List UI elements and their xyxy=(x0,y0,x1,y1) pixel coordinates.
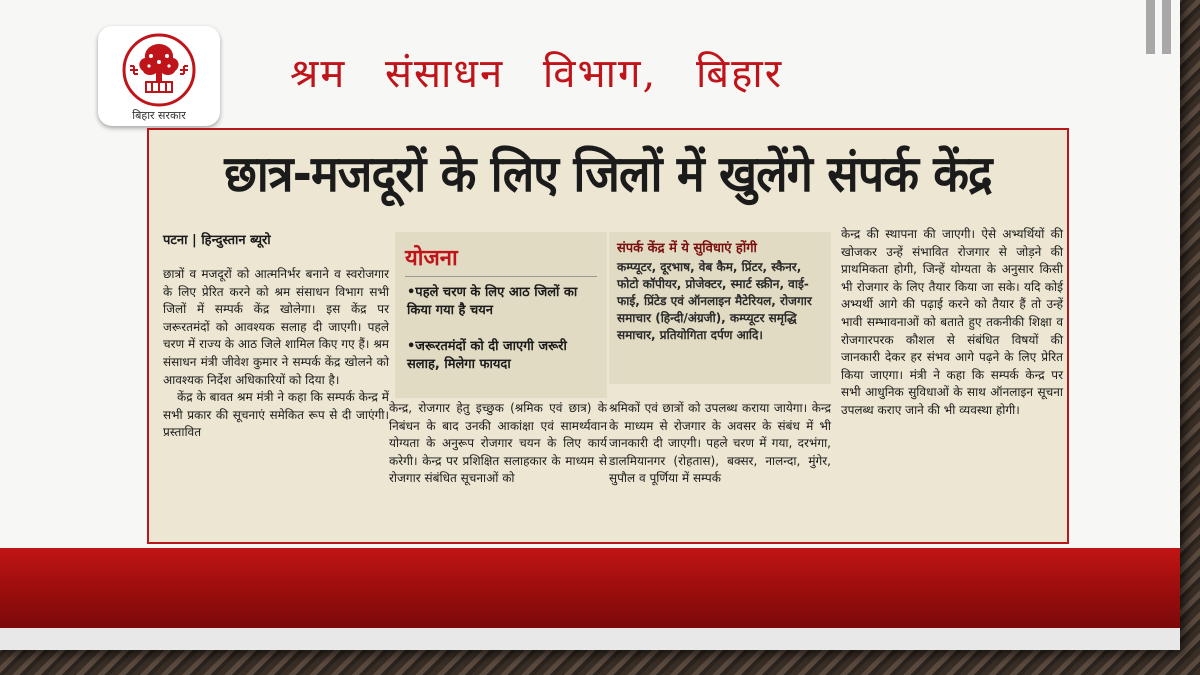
divider xyxy=(405,276,597,277)
article-dateline: पटना | हिन्दुस्तान ब्यूरो xyxy=(163,233,271,248)
article-paragraph: केन्द्र की स्थापना की जाएगी। ऐसे अभ्यर्थियों की खोजकर उन्हें संभावित रोजगार से जोड़ने की प्राथमिकता होगी, जिन्हें योग्यता के अनुसार किसी भी रोजगार के लिए तैयार किया जा सके। यदि कोई अभ्यर्थी आगे की पढ़ाई करने को तैयार हैं तो उन्हें भावी सम्भावनाओं को बताते हुए तकनीकी शिक्षा व रोजगारपरक कौशल से संबंधित विषयों की जानकारी देकर हर संभव आगे पढ़ने के लिए प्रेरित किया जाएगा। मंत्री ने कहा कि सम्पर्क केन्द्र पर सभी आधुनिक सुविधाओं के साथ ऑनलाइन सूचना उपलब्ध कराए जाने की भी व्यवस्था होगी। xyxy=(841,227,1063,417)
article-paragraph: केन्द्र, रोजगार हेतु इच्छुक (श्रमिक एवं छात्र) के निबंधन के बाद उनकी आकांक्षा एवं सामर्थ्यवान योग्यता के अनुरूप रोजगार चयन के लिए कार्य करेगी। केन्द्र पर प्रशिक्षित सलाहकार के माध्यम से रोजगार संबंधित सूचनाओं को xyxy=(389,401,607,486)
article-column-1 xyxy=(163,266,389,442)
yojana-point: •जरूरतमंदों को दी जाएगी जरूरी सलाह, मिलेगा फायदा xyxy=(407,339,567,372)
facilities-title: संपर्क केंद्र में ये सुविधाएं होंगी xyxy=(617,241,757,256)
article-paragraph: श्रमिकों एवं छात्रों को उपलब्ध कराया जायेगा। केन्द्र के माध्यम से रोजगार के अवसर के संबंध में भी जानकारी दी जाएगी। पहले चरण में गया, दरभंगा, डालमियानगर (रोहतास), बक्सर, नालन्दा, मुंगेर, सुपौल व पूर्णिया में सम्पर्क xyxy=(609,401,831,486)
facilities-box xyxy=(609,232,831,384)
article-paragraph: छात्रों व मजदूरों को आत्मनिर्भर बनाने व स्वरोजगार के लिए प्रेरित करने को श्रम संसाधन विभाग सभी जिलों में सम्पर्क केंद्र खोलेगा। इस केंद्र पर जरूरतमंदों को आवश्यक सलाह दी जाएगी। पहले चरण में राज्य के आठ जिले शामिल किए गए हैं। श्रम संसाधन मंत्री जीवेश कुमार ने सम्पर्क केंद्र खोलने को आवश्यक निर्देश अधिकारियों को दिया है। xyxy=(163,267,389,387)
decorative-corner-bar xyxy=(1162,0,1171,54)
decorative-corner-bar xyxy=(1146,0,1155,54)
decorative-grey-band xyxy=(0,628,1180,650)
page-title: श्रम संसाधन विभाग, बिहार xyxy=(290,51,784,97)
newspaper-clipping xyxy=(147,128,1069,544)
article-headline: छात्र-मजदूरों के लिए जिलों में खुलेंगे संपर्क केंद्र xyxy=(224,145,992,203)
article-column-3 xyxy=(609,400,831,488)
bihar-government-logo xyxy=(98,26,220,126)
logo-caption: बिहार सरकार xyxy=(132,109,186,122)
article-paragraph: केंद्र के बावत श्रम मंत्री ने कहा कि सम्पर्क केन्द्र में सभी प्रकार की सूचनाएं समेकित रूप से दी जाएंगी। प्रस्तावित xyxy=(163,390,389,440)
yojana-label: योजना xyxy=(405,246,458,271)
facilities-list: कम्प्यूटर, दूरभाष, वेब कैम, प्रिंटर, स्कैनर, फोटो कॉपीयर, प्रोजेक्टर, स्मार्ट स्क्रीन, वाई-फाई, प्रिंटेड एवं ऑनलाइन मैटेरियल, रोजगार समाचार (हिन्दी/अंग्रजी), कम्प्यूटर समृद्धि समाचार, प्रतियोगिता दर्पण आदि। xyxy=(617,260,812,342)
article-column-2 xyxy=(389,400,607,488)
yojana-box xyxy=(395,232,607,398)
yojana-point: •पहले चरण के लिए आठ जिलों का किया गया है चयन xyxy=(407,285,578,318)
decorative-red-band xyxy=(0,548,1180,628)
bodhi-tree-emblem-icon xyxy=(118,30,200,108)
article-column-4 xyxy=(841,226,1063,420)
